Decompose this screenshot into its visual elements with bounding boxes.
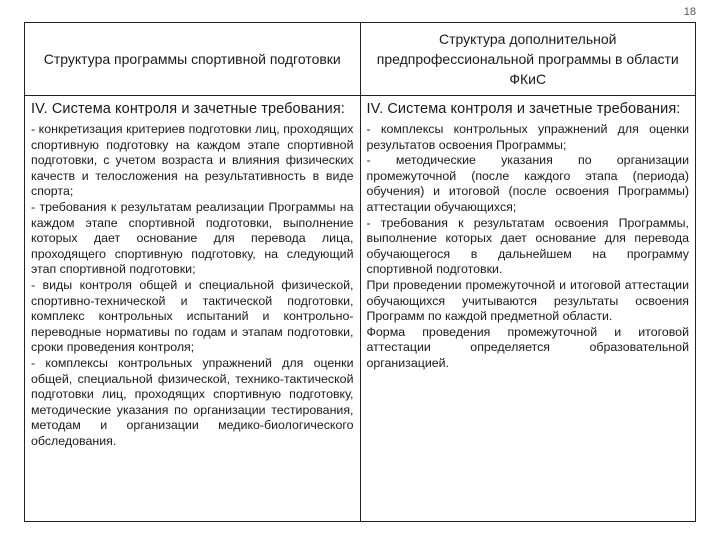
right-paragraph: - комплексы контрольных упражнений для оценки результатов освоения Программы; bbox=[366, 122, 689, 152]
right-paragraph: Форма проведения промежуточной и итоговой аттестации определяется образовательной организацией. bbox=[366, 324, 689, 370]
right-section-title: IV. Система контроля и зачетные требования: bbox=[366, 101, 681, 117]
page-number: 18 bbox=[683, 6, 696, 18]
left-column-body bbox=[25, 96, 361, 522]
left-paragraph: - комплексы контрольных упражнений для оценки общей, специальной физической, технико-тактической подготовки лиц, проходящих спортивную подготовку, методические указания по организации тестирования, методам и организации медико-биологического обследования. bbox=[31, 355, 354, 448]
header-row bbox=[25, 23, 696, 96]
right-section-text bbox=[367, 122, 690, 372]
left-paragraph: - требования к результатам реализации Программы на каждом этапе спортивной подготовки, выполнение которых дает основание для перевода лица, проходящего спортивную подготовку, на следующий этап спортивной подготовки; bbox=[31, 199, 354, 277]
comparison-table bbox=[24, 22, 696, 522]
right-column-body bbox=[360, 96, 696, 522]
right-paragraph: При проведении промежуточной и итоговой аттестации обучающихся учитываются результаты освоения Программ по каждой предметной области. bbox=[366, 277, 689, 324]
right-paragraph: - методические указания по организации промежуточной (после каждого этапа (периода) обучения) и итоговой (после освоения Программы) аттестации обучающихся; bbox=[366, 153, 689, 214]
right-paragraph: - требования к результатам освоения Программы, выполнение которых дает основание для перевода обучающегося в дальнейшем на программу спортивной подготовки. bbox=[366, 215, 689, 277]
left-section-text bbox=[31, 122, 354, 449]
left-section-title: IV. Система контроля и зачетные требования: bbox=[31, 101, 345, 117]
body-row bbox=[25, 96, 696, 522]
left-paragraph: - конкретизация критериев подготовки лиц, проходящих спортивную подготовку на каждом этапе спортивной подготовки, с учетом возраста и влияния физических качеств и телосложения на результативность в виде спорта; bbox=[31, 122, 354, 199]
right-column-header: Структура дополнительной предпрофессиональной программы в области ФКиС bbox=[360, 23, 696, 96]
left-column-header: Структура программы спортивной подготовки bbox=[25, 23, 361, 96]
left-paragraph: - виды контроля общей и специальной физической, спортивно-технической и тактической подготовки, комплекс контрольных испытаний и контрольно-переводные нормативы по годам и этапам подготовки, сроки проведения контроля; bbox=[31, 277, 354, 355]
